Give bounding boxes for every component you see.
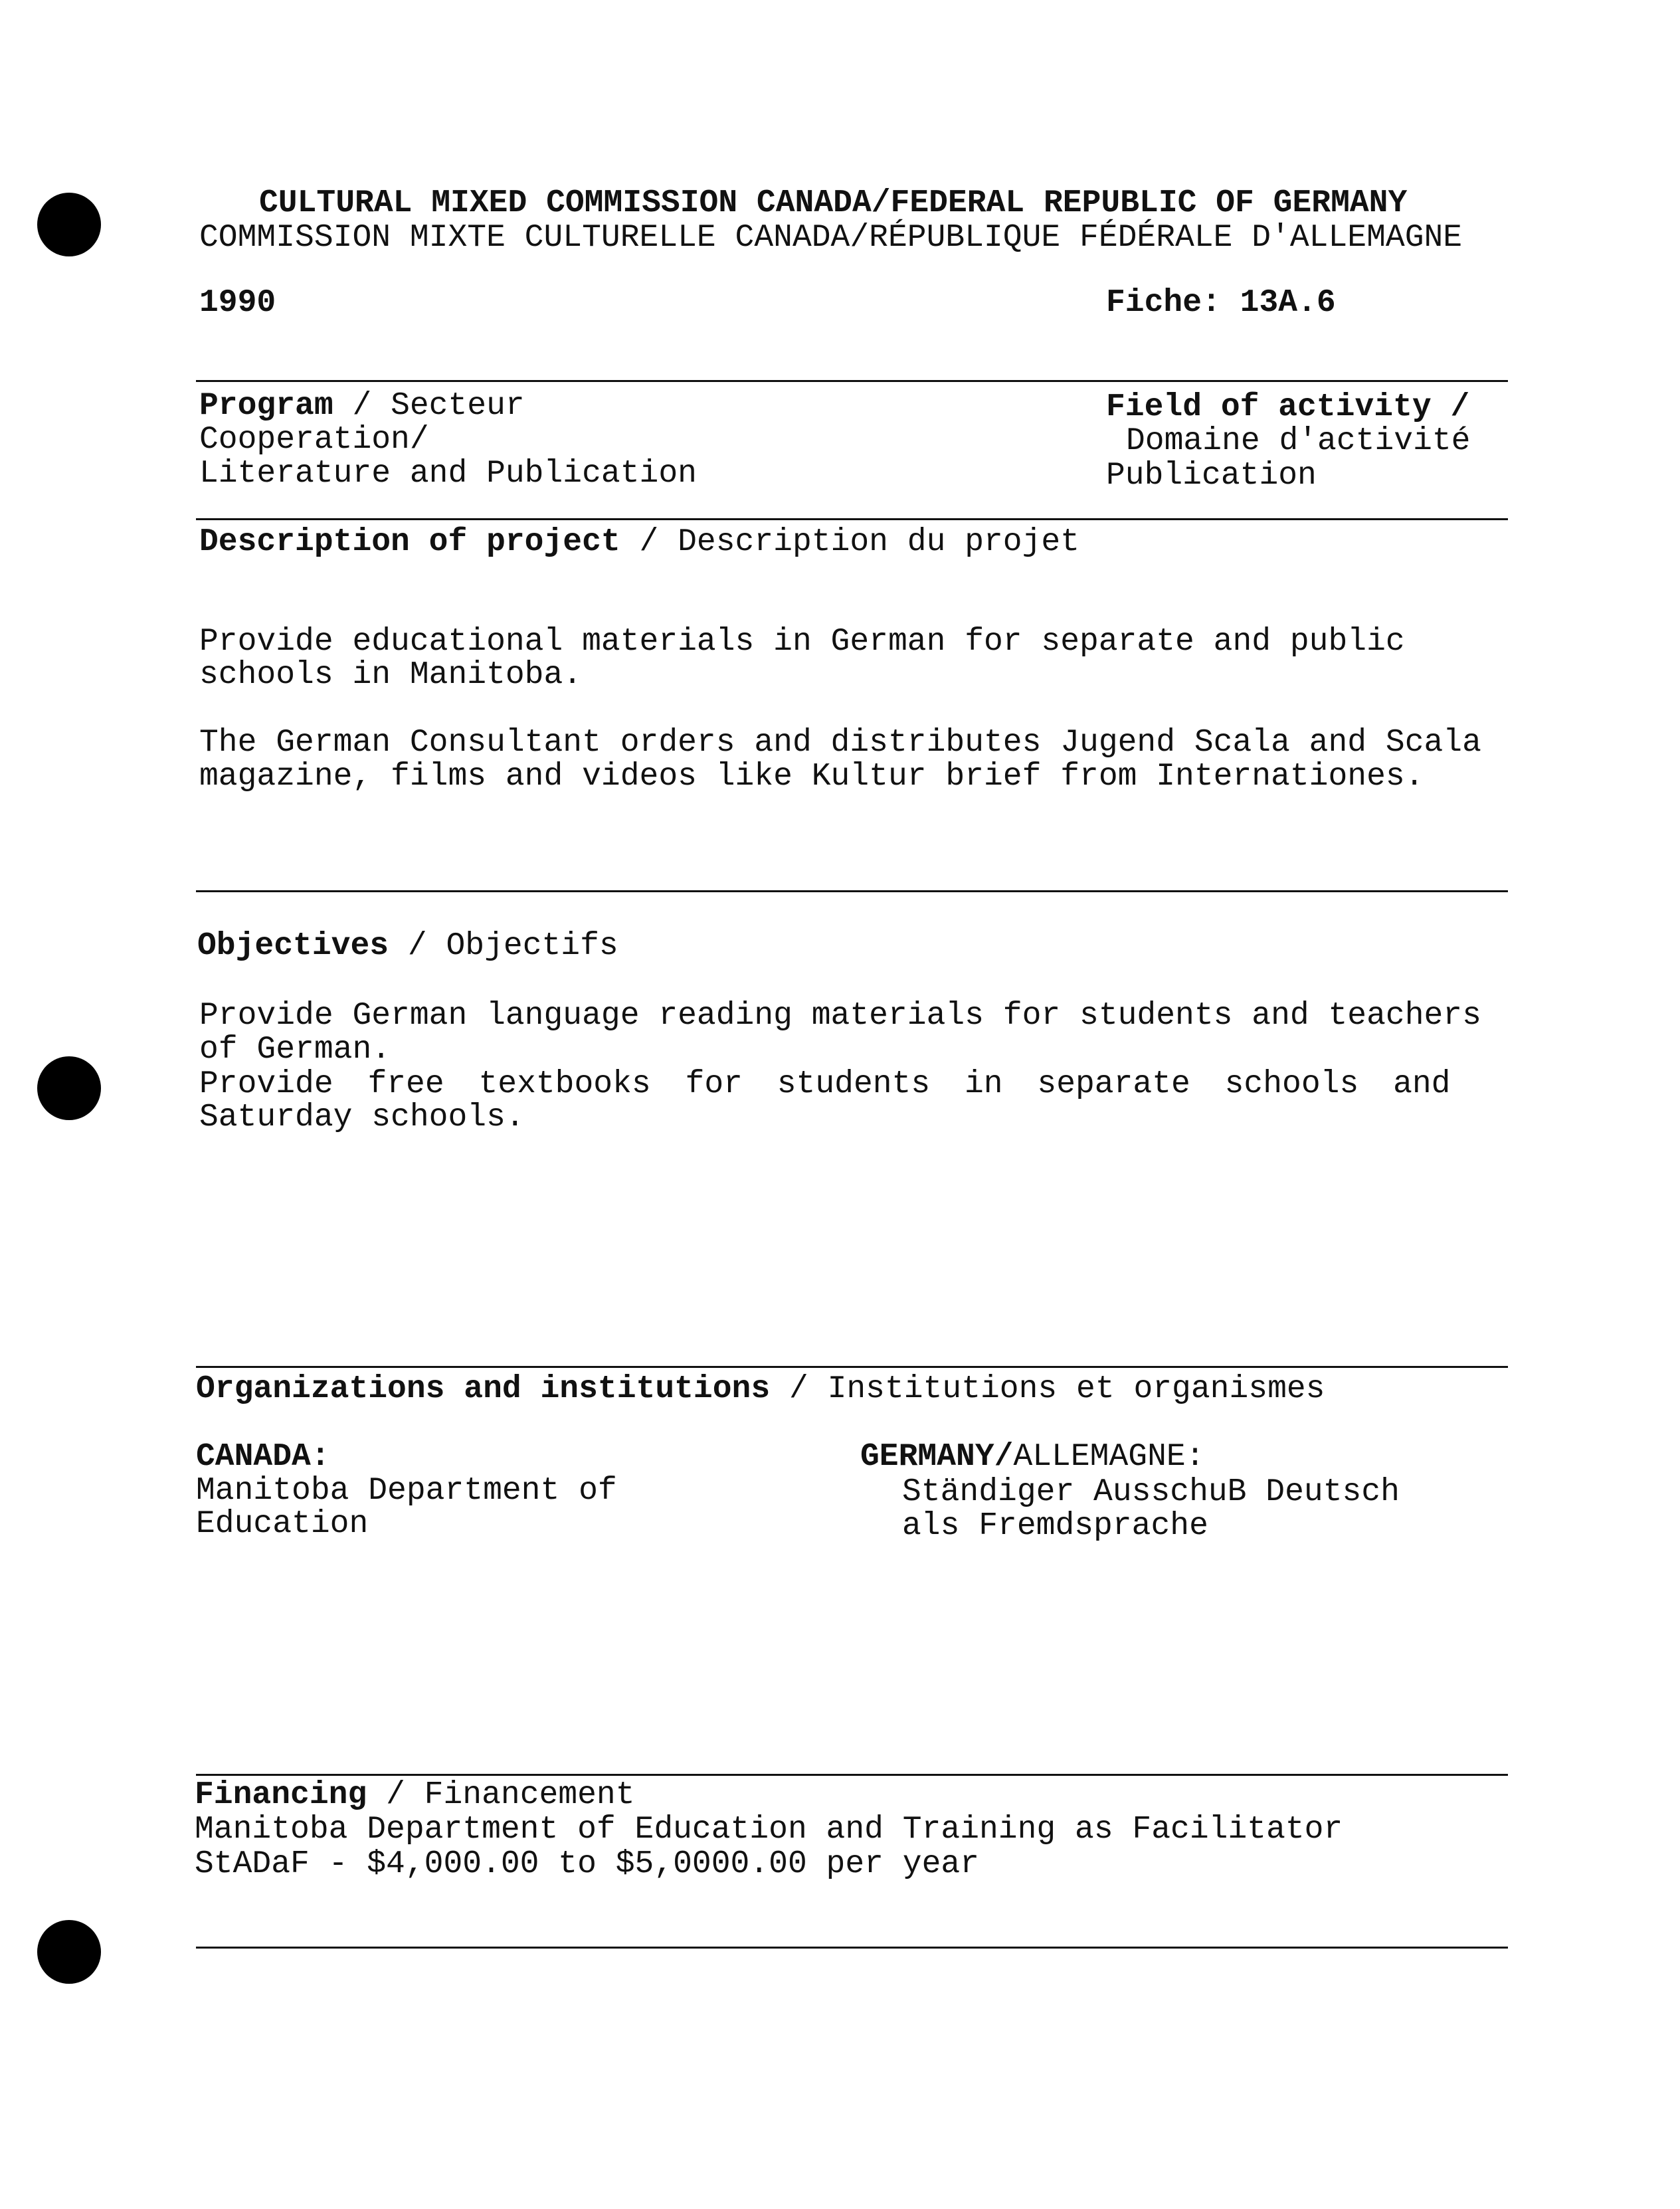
description-label: Description of project [199,524,620,560]
objectives-line-3: Provide free textbooks for students in separate schools and [199,1066,1451,1102]
binder-hole-bottom [37,1920,101,1984]
financing-heading [195,1778,635,1812]
financing-line-1: Manitoba Department of Education and Training as Facilitator [195,1812,1343,1848]
program-heading [199,389,525,423]
divider-financing [196,1774,1508,1776]
field-label: Field of activity / [1106,389,1470,425]
germany-label: GERMANY/ [860,1439,1014,1475]
financing-label-fr: / Financement [386,1777,635,1813]
title-french: COMMISSION MIXTE CULTURELLE CANADA/RÉPUBLIQUE FÉDÉRALE D'ALLEMAGNE [199,220,1463,256]
description-p2-line-2: magazine, films and videos like Kultur brief from Internationes. [199,759,1424,795]
germany-line-2: als Fremdsprache [902,1508,1208,1544]
financing-label: Financing [195,1777,367,1813]
organizations-label-fr: / Institutions et organismes [789,1371,1325,1407]
objectives-label-fr: / Objectifs [407,928,618,964]
divider-description [196,518,1508,520]
field-label-fr: Domaine d'activité [1126,423,1471,459]
canada-label: CANADA: [196,1439,330,1475]
program-line-1: Cooperation/ [199,422,429,458]
financing-line-2: StADaF - $4,000.00 to $5,0000.00 per year [195,1846,979,1882]
description-heading [199,525,1079,559]
objectives-line-4: Saturday schools. [199,1100,525,1135]
canada-line-2: Education [196,1506,369,1542]
germany-heading [860,1440,1204,1474]
field-value: Publication [1106,458,1317,494]
binder-hole-middle [37,1056,101,1120]
divider-program [196,380,1508,382]
germany-label-fr: ALLEMAGNE: [1013,1439,1205,1475]
title-english: CULTURAL MIXED COMMISSION CANADA/FEDERAL REPUBLIC OF GERMANY [259,185,1408,221]
objectives-label: Objectives [197,928,389,964]
program-label-fr: / Secteur [352,388,525,424]
objectives-heading [197,929,618,963]
program-label: Program [199,388,333,424]
organizations-heading [196,1372,1325,1406]
divider-organizations [196,1366,1508,1368]
year: 1990 [199,285,276,321]
objectives-line-1: Provide German language reading materials for students and teachers [199,998,1481,1034]
divider-objectives [196,890,1508,892]
program-line-2: Literature and Publication [199,456,697,492]
fiche-number: Fiche: 13A.6 [1106,285,1336,321]
description-p1-line-2: schools in Manitoba. [199,657,583,693]
binder-hole-top [37,193,101,256]
divider-bottom [196,1947,1508,1949]
canada-line-1: Manitoba Department of [196,1473,617,1509]
objectives-line-2: of German. [199,1032,391,1068]
description-p1-line-1: Provide educational materials in German for separate and public [199,624,1405,660]
description-p2-line-1: The German Consultant orders and distributes Jugend Scala and Scala [199,725,1481,761]
description-label-fr: / Description du projet [639,524,1080,560]
organizations-label: Organizations and institutions [196,1371,771,1407]
germany-line-1: Ständiger AusschuB Deutsch [902,1474,1400,1510]
